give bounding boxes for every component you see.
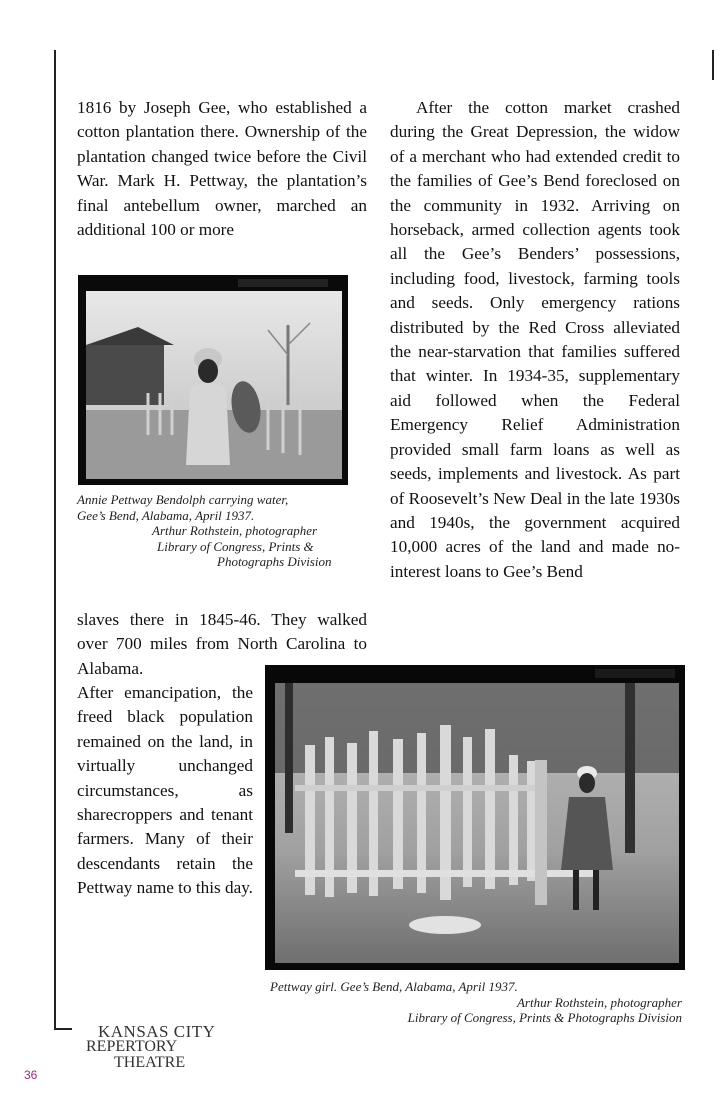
- frame-rule-bottom-left: [54, 1028, 72, 1030]
- photo-2-image: [265, 665, 685, 970]
- photo-2-credit-library: Library of Congress, Prints & Photographs Division: [407, 1010, 682, 1026]
- col1-narrow-paragraph: After emancipation, the freed black population remained on the land, in virtually unchanged circumstances, as sharecroppers and tenant farmers. Many of their descendants retain the Pettway name to this day.: [77, 683, 253, 898]
- photo-annie-pettway-bendolph: [78, 275, 348, 485]
- photo-1-caption-place: Gee’s Bend, Alabama, April 1937.: [77, 507, 255, 523]
- frame-rule-right: [712, 50, 714, 80]
- photo-1-image: [78, 275, 348, 485]
- photo-2-credit-photographer: Arthur Rothstein, photographer: [516, 994, 682, 1010]
- logo-line-2: REPERTORY: [86, 1038, 178, 1055]
- frame-rule-left: [54, 50, 56, 1030]
- photo-1-caption-title: Annie Pettway Bendolph carrying water,: [77, 492, 289, 507]
- article-col2: [390, 96, 680, 584]
- photo-pettway-girl: [265, 665, 685, 970]
- kansas-city-repertory-theatre-logo: [80, 1022, 240, 1078]
- col1-continued-paragraph: slaves there in 1845-46. They walked over 700 miles from North Carolina to Alabama.: [77, 610, 367, 678]
- logo-line-1: KANSAS CITY: [98, 1022, 216, 1041]
- photo-1-credit-division: Photographs Division: [217, 554, 332, 570]
- col2-paragraph: After the cotton market crashed during the Great Depression, the widow of a merchant who had extended credit to the families of Gee’s Bend foreclosed on the community in 1932. Arriving on horseback, armed collection agents took all the Gee’s Benders’ possessions, including food, livestock, farming tools and seeds. Only emergency rations distributed by the Red Cross alleviated the near-starvation that families suffered that winter. In 1934-35, supplementary aid followed when the Federal Emergency Relief Administration provided small farm loans as well as seeds, implements and livestock. As part of Roosevelt’s New Deal in the late 1930s and 1940s, the government acquired 10,000 acres of the land and made no-interest loans to Gee’s Bend: [390, 98, 680, 581]
- article-col1-top: [77, 96, 367, 242]
- article-col1-narrow: [77, 681, 253, 901]
- photo-1-caption: [77, 492, 367, 570]
- photo-2-caption-title: Pettway girl. Gee’s Bend, Alabama, April 1937.: [270, 979, 518, 994]
- col1-top-paragraph: 1816 by Joseph Gee, who established a cotton plantation there. Ownership of the plantation changed twice before the Civil War. Mark H. Pettway, the plantation’s final antebellum owner, marched an additional 100 or more: [77, 98, 367, 240]
- photo-1-credit-library: Library of Congress, Prints &: [157, 538, 314, 554]
- photo-2-caption: [270, 979, 682, 1026]
- logo-line-3: THEATRE: [114, 1054, 186, 1071]
- page-number: 36: [24, 1068, 38, 1082]
- photo-1-credit-photographer: Arthur Rothstein, photographer: [152, 523, 318, 539]
